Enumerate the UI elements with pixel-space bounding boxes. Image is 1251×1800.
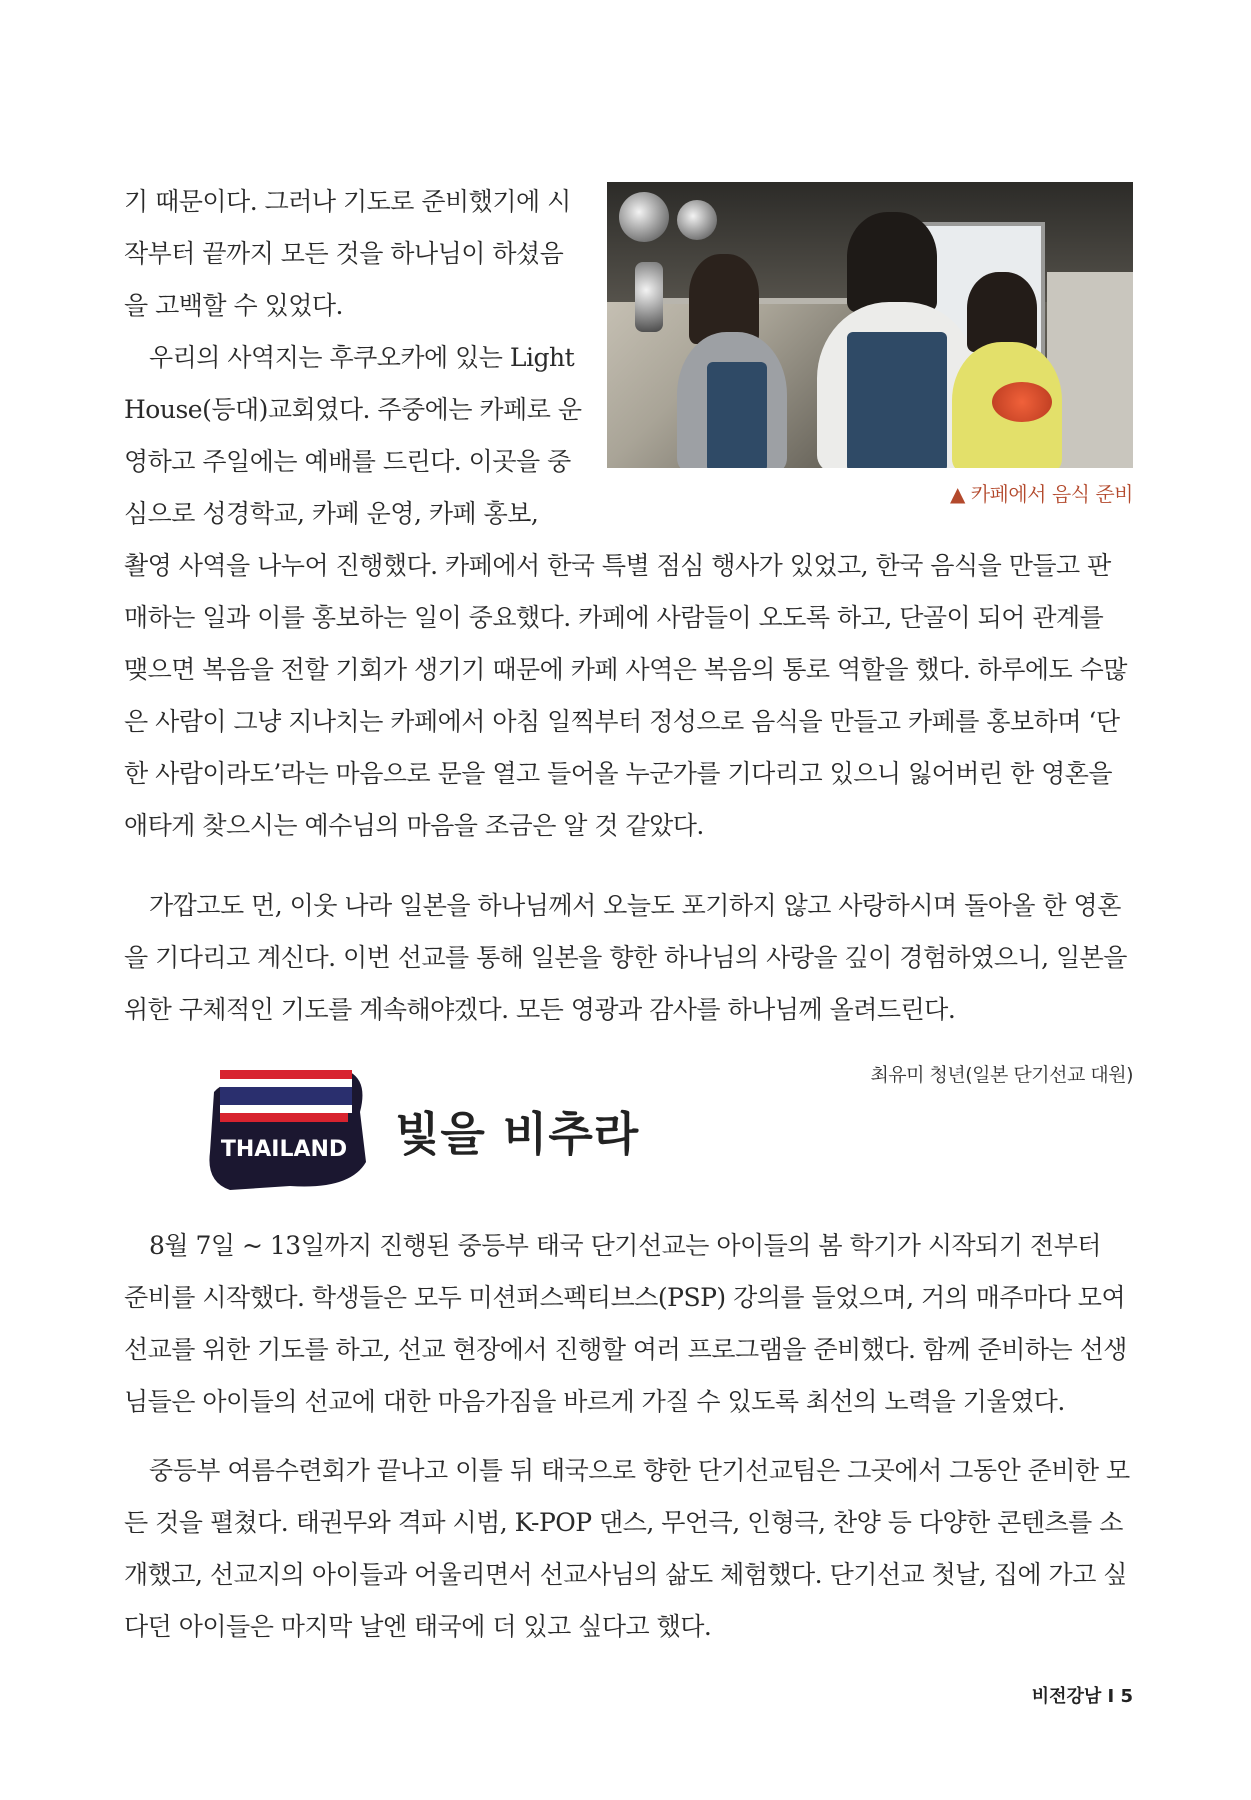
paragraph-thailand-preparation: 8월 7일 ~ 13일까지 진행된 중등부 태국 단기선교는 아이들의 봄 학기가 시작되기 전부터 준비를 시작했다. 학생들은 모두 미션퍼스펙티브스(PSP) 강의를 들었으며, 거의 매주마다 모여 선교를 위한 기도를 하고, 선교 현장에서 진행할 여러 프로그램을 준비했다. 함께 준비하는 선생님들은 아이들의 선교에 대한 마음가짐을 바르게 가질 수 있도록 최선의 노력을 기울였다.	[124, 1231, 1127, 1416]
author-signature: 최유미 청년(일본 단기선교 대원)	[870, 1064, 1133, 1086]
thailand-flag-logo	[200, 1052, 370, 1194]
cafe-cooking-photo	[607, 182, 1133, 468]
logo-text: THAILAND	[220, 1137, 348, 1162]
paragraph-conclusion: 가깝고도 먼, 이웃 나라 일본을 하나님께서 오늘도 포기하지 않고 사랑하시며 돌아올 한 영혼을 기다리고 계신다. 이번 선교를 통해 일본을 향한 하나님의 사랑을 깊이 경험하였으니, 일본을 위한 구체적인 기도를 계속해야겠다. 모든 영광과 감사를 하나님께 올려드린다.	[124, 891, 1127, 1024]
section-title: 빛을 비추라	[395, 1107, 640, 1161]
paragraph-cafe-ministry: 촬영 사역을 나누어 진행했다. 카페에서 한국 특별 점심 행사가 있었고, 한국 음식을 만들고 판매하는 일과 이를 홍보하는 일이 중요했다. 카페에 사람들이 오도록 하고, 단골이 되어 관계를 맺으면 복음을 전할 기회가 생기기 때문에 카페 사역은 복음의 통로 역할을 했다. 하루에도 수많은 사람이 그냥 지나치는 카페에서 아침 일찍부터 정성으로 음식을 만들고 카페를 홍보하며 ‘단 한 사람이라도’라는 마음으로 문을 열고 들어올 누군가를 기다리고 있으니 잃어버린 한 영혼을 애타게 찾으시는 예수님의 마음을 조금은 알 것 같았다.	[124, 551, 1127, 840]
paragraph-mission-site: 우리의 사역지는 후쿠오카에 있는 Light House(등대)교회였다. 주중에는 카페로 운영하고 주일에는 예배를 드린다. 이곳을 중심으로 성경학교, 카페 운영, 카페 홍보,	[124, 343, 582, 528]
paragraph-intro-end: 기 때문이다. 그러나 기도로 준비했기에 시작부터 끝까지 모든 것을 하나님이 하셨음을 고백할 수 있었다.	[124, 187, 571, 320]
paragraph-thailand-mission: 중등부 여름수련회가 끝나고 이틀 뒤 태국으로 향한 단기선교팀은 그곳에서 그동안 준비한 모든 것을 펼쳤다. 태권무와 격파 시범, K-POP 댄스, 무언극, 인형극, 찬양 등 다양한 콘텐츠를 소개했고, 선교지의 아이들과 어울리면서 선교사님의 삶도 체험했다. 단기선교 첫날, 집에 가고 싶다던 아이들은 마지막 날엔 태국에 더 있고 싶다고 했다.	[124, 1456, 1130, 1641]
page-footer: 비전강남 I 5	[1031, 1686, 1133, 1707]
photo-caption: ▲ 카페에서 음식 준비	[949, 482, 1133, 506]
